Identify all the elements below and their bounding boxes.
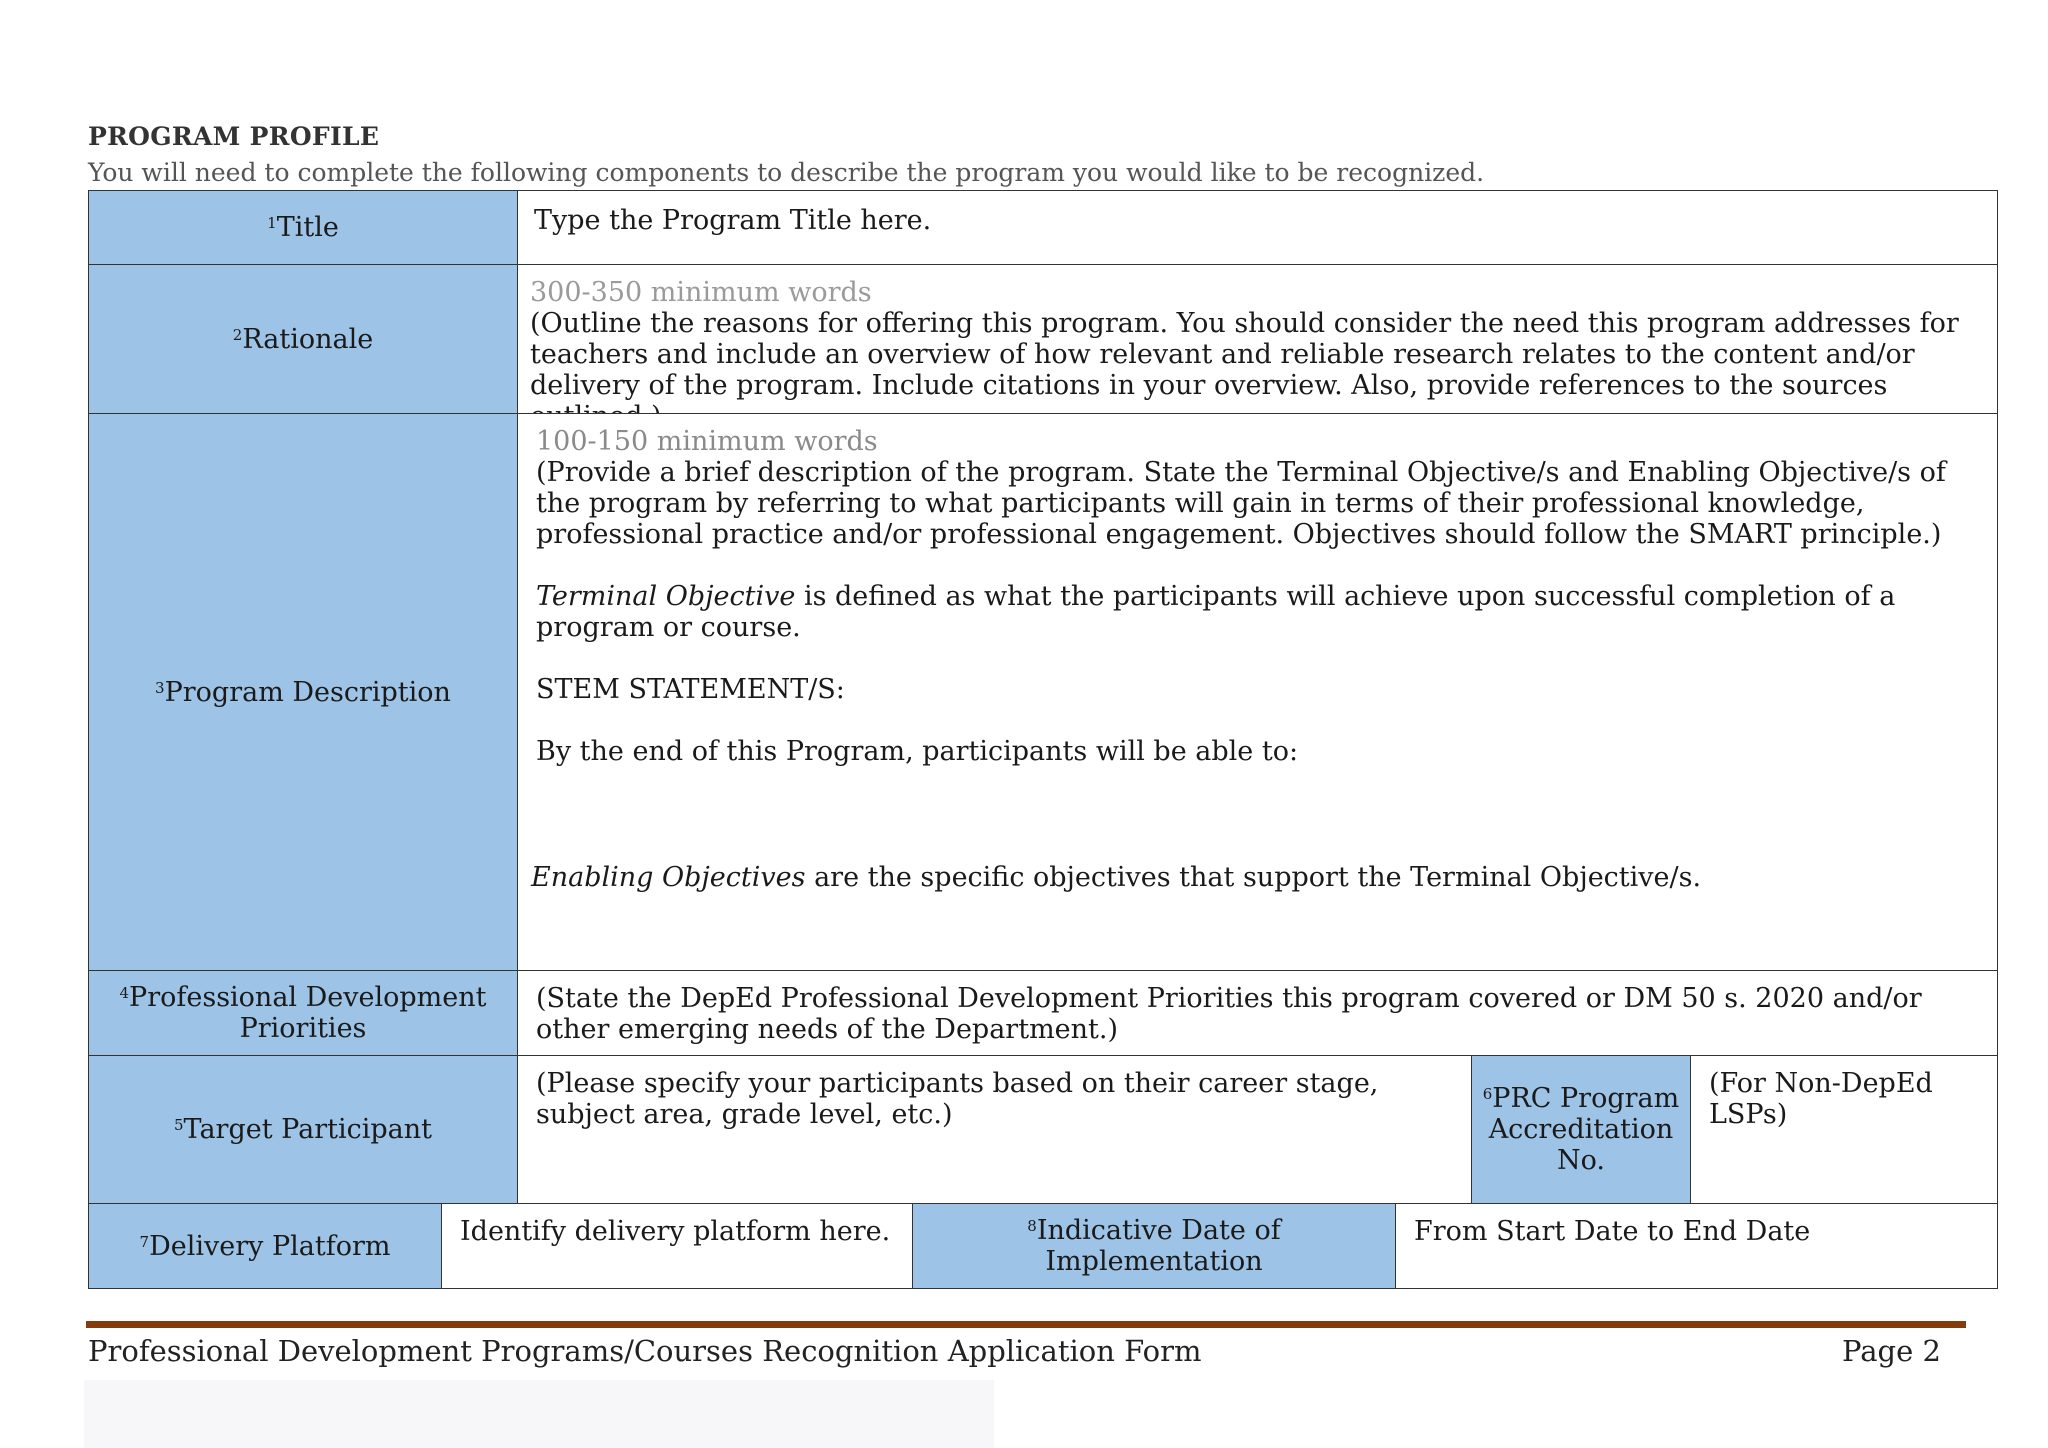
rationale-word-hint: 300-350 minimum words [530, 277, 872, 308]
prc-number: 6 [1482, 1085, 1493, 1103]
date-label-cell [912, 1203, 1396, 1289]
terminal-objective-term: Terminal Objective [536, 581, 796, 612]
title-label: Title [276, 212, 339, 243]
description-input[interactable] [517, 413, 1998, 971]
priorities-label-cell [88, 970, 518, 1056]
description-label-cell [88, 413, 518, 971]
date-label: Indicative Date of Implementation [1036, 1215, 1281, 1277]
delivery-number: 7 [139, 1232, 150, 1251]
title-value: Type the Program Title here. [534, 205, 932, 236]
description-number: 3 [155, 678, 165, 697]
priorities-input[interactable] [517, 970, 1998, 1056]
prc-input[interactable] [1690, 1055, 1998, 1204]
description-label: Program Description [164, 676, 451, 708]
rationale-text: (Outline the reasons for offering this program. You should consider the need this program addresses for teachers and include an overview of how relevant and reliable research relates to the content and/or delivery of the program. Include citations in your overview. Also, provide references to the sources [530, 308, 1959, 401]
priorities-label: Professional Development Priorities [129, 982, 487, 1044]
rationale-label-cell [88, 264, 518, 414]
rationale-number: 2 [232, 325, 243, 344]
target-label: Target Participant [183, 1114, 432, 1145]
prc-text: (For Non-DepEd LSPs) [1709, 1068, 1933, 1130]
date-number: 8 [1027, 1217, 1037, 1235]
terminal-objective-text: is defined as what the participants will achieve upon successful completion of a program or course. [536, 581, 1896, 643]
target-text: (Please specify your participants based on their career stage, subject area, grade level, etc.) [536, 1068, 1379, 1130]
stem-statement-label: STEM STATEMENT/S: [536, 674, 845, 705]
delivery-input[interactable] [441, 1203, 913, 1289]
terminal-objective-definition [536, 581, 1981, 643]
title-number: 1 [267, 214, 277, 232]
rationale-label: Rationale [242, 323, 374, 355]
enabling-objectives-definition [531, 862, 1981, 893]
section-title: PROGRAM PROFILE [88, 122, 380, 151]
priorities-text: (State the DepEd Professional Development Priorities this program covered or DM 50 s. 2020 and/or other emerging needs of the Department.) [536, 983, 1922, 1045]
delivery-value: Identify delivery platform here. [460, 1216, 891, 1247]
target-number: 5 [174, 1116, 184, 1134]
description-word-hint: 100-150 minimum words [536, 426, 878, 457]
date-input[interactable] [1395, 1203, 1998, 1289]
prc-label-cell [1471, 1055, 1691, 1204]
target-label-cell [88, 1055, 518, 1204]
footer-rule [86, 1321, 1966, 1328]
prc-label: PRC Program Accreditation No. [1488, 1083, 1680, 1176]
title-label-cell [88, 190, 518, 265]
priorities-number: 4 [119, 984, 130, 1002]
description-text: (Provide a brief description of the program. State the Terminal Objective/s and Enabling Objective/s of the program by referring to what participants will gain in terms of their professional knowledge, professional practice and/or professional engagement. Objectives should follow the SMART principle.) [536, 457, 1946, 550]
section-intro: You will need to complete the following components to describe the program you would like to be recognized. [88, 158, 1485, 187]
delivery-label-cell [88, 1203, 442, 1289]
footer-page-number: Page 2 [1842, 1334, 1941, 1368]
bottom-shade [84, 1380, 994, 1448]
enabling-objectives-text: are the specific objectives that support the Terminal Objective/s. [805, 862, 1702, 893]
footer-form-name: Professional Development Programs/Courses Recognition Application Form [88, 1334, 1202, 1368]
target-input[interactable] [517, 1055, 1472, 1204]
delivery-label: Delivery Platform [149, 1230, 391, 1262]
enabling-objectives-term: Enabling Objectives [531, 862, 806, 893]
by-end-statement: By the end of this Program, participants will be able to: [536, 736, 1299, 767]
title-input[interactable] [517, 190, 1998, 265]
rationale-input[interactable] [517, 264, 1998, 414]
date-value: From Start Date to End Date [1414, 1216, 1811, 1247]
